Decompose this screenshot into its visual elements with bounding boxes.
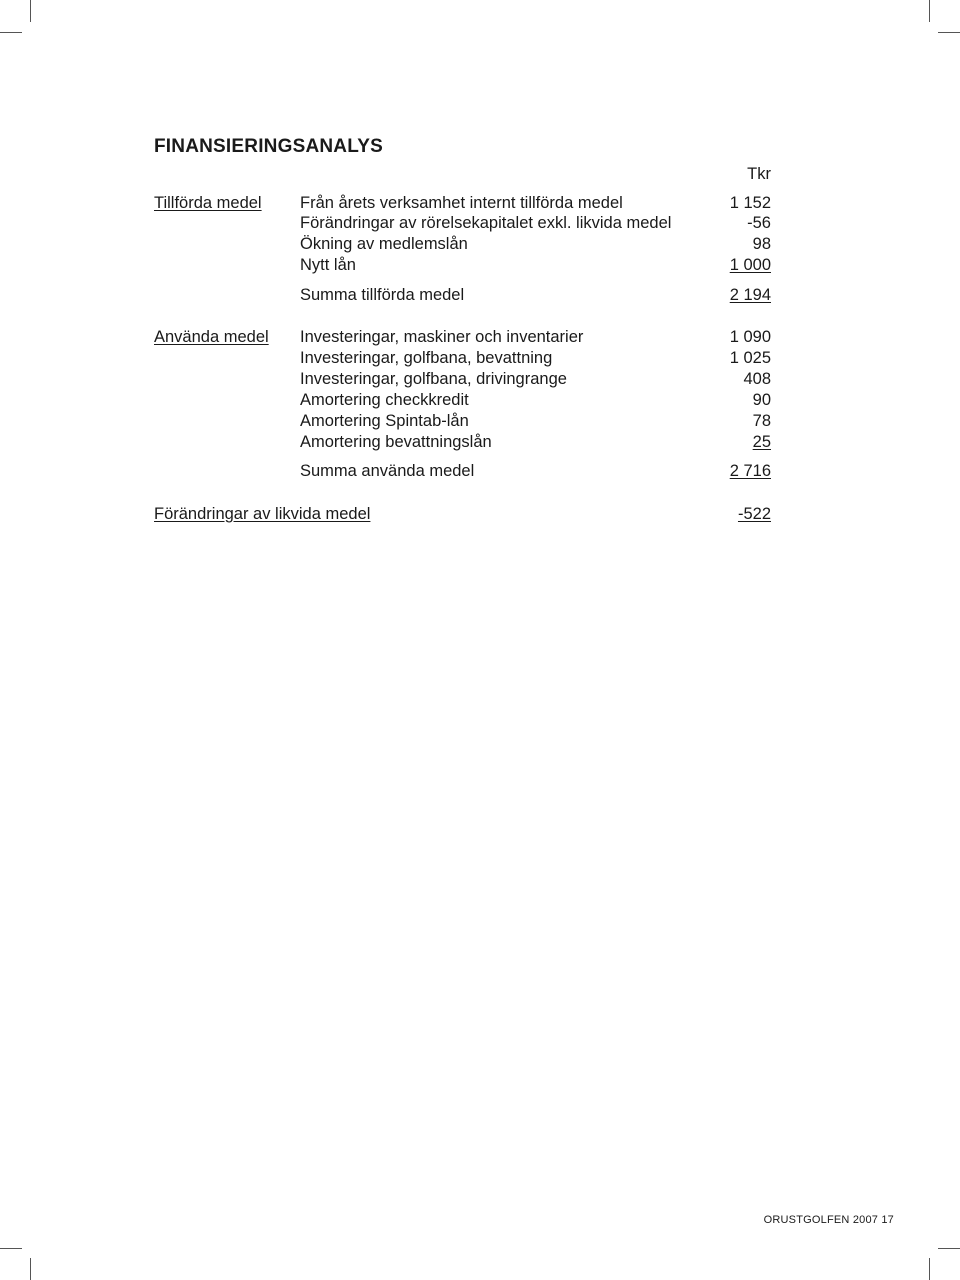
row-value: 78 bbox=[752, 412, 771, 430]
crop-mark-bottom-right-h bbox=[938, 1248, 960, 1249]
section-label-anvanda: Använda medel bbox=[154, 328, 269, 346]
row-value: 90 bbox=[752, 391, 771, 409]
change-label: Förändringar av likvida medel bbox=[154, 505, 371, 523]
row-value: 98 bbox=[752, 235, 771, 253]
unit-label: Tkr bbox=[747, 165, 771, 183]
page-footer: ORUSTGOLFEN 2007 17 bbox=[763, 1214, 894, 1226]
crop-mark-top-right bbox=[929, 0, 930, 22]
row-value: 1 152 bbox=[729, 194, 771, 212]
row-value: 1 025 bbox=[729, 349, 771, 367]
row-value: -56 bbox=[747, 214, 771, 232]
row-label: Amortering Spintab-lån bbox=[300, 412, 469, 430]
page-title: FINANSIERINGSANALYS bbox=[154, 136, 384, 157]
row-label: Investeringar, golfbana, bevattning bbox=[300, 349, 553, 367]
crop-mark-bottom-right bbox=[929, 1258, 930, 1280]
row-label: Amortering checkkredit bbox=[300, 391, 469, 409]
sum-label-anvanda: Summa använda medel bbox=[300, 462, 475, 480]
crop-mark-top-left bbox=[30, 0, 31, 22]
crop-mark-top-left-h bbox=[0, 32, 22, 33]
crop-mark-top-right-h bbox=[938, 32, 960, 33]
row-label: Amortering bevattningslån bbox=[300, 433, 492, 451]
crop-mark-bottom-left bbox=[30, 1258, 31, 1280]
row-label: Förändringar av rörelsekapitalet exkl. likvida medel bbox=[300, 214, 672, 232]
crop-mark-bottom-left-h bbox=[0, 1248, 22, 1249]
row-value: 25 bbox=[752, 433, 771, 451]
change-value: -522 bbox=[737, 505, 771, 523]
row-label: Investeringar, maskiner och inventarier bbox=[300, 328, 584, 346]
sum-value-tillforda: 2 194 bbox=[729, 286, 771, 304]
row-value: 1 090 bbox=[729, 328, 771, 346]
row-value: 1 000 bbox=[729, 256, 771, 274]
row-label: Investeringar, golfbana, drivingrange bbox=[300, 370, 567, 388]
row-label: Nytt lån bbox=[300, 256, 356, 274]
section-label-tillforda: Tillförda medel bbox=[154, 194, 262, 212]
sum-label-tillforda: Summa tillförda medel bbox=[300, 286, 465, 304]
row-label: Ökning av medlemslån bbox=[300, 235, 468, 253]
row-label: Från årets verksamhet internt tillförda medel bbox=[300, 194, 623, 212]
row-value: 408 bbox=[743, 370, 771, 388]
sum-value-anvanda: 2 716 bbox=[729, 462, 771, 480]
